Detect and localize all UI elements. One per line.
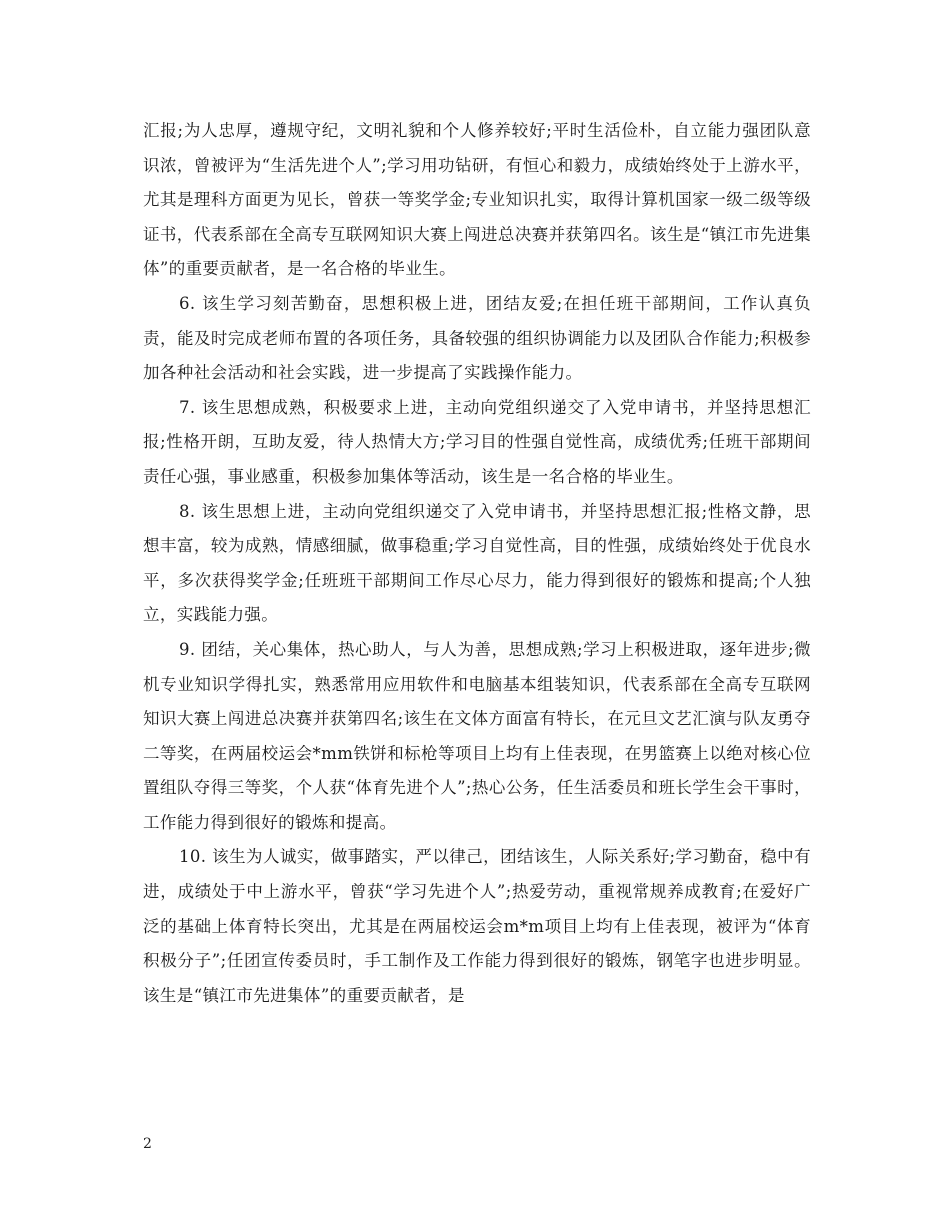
paragraph-item-7: 7. 该生思想成熟，积极要求上进，主动向党组织递交了入党申请书，并坚持思想汇报;性格开朗，互助友爱，待人热情大方;学习目的性强自觉性高，成绩优秀;任班干部期间责任心强，事业感重，积极参加集体等活动，该生是一名合格的毕业生。 xyxy=(143,397,811,486)
document-body xyxy=(143,114,811,1013)
paragraph-item-8: 8. 该生思想上进，主动向党组织递交了入党申请书，并坚持思想汇报;性格文静，思想丰富，较为成熟，情感细腻，做事稳重;学习自觉性高，目的性强，成绩始终处于优良水平，多次获得奖学金;任班班干部期间工作尽心尽力，能力得到很好的锻炼和提高;个人独立，实践能力强。 xyxy=(143,501,811,625)
paragraph-item-9: 9. 团结，关心集体，热心助人，与人为善，思想成熟;学习上积极进取，逐年进步;微机专业知识学得扎实，熟悉常用应用软件和电脑基本组装知识，代表系部在全高专互联网知识大赛上闯进总决赛并获第四名;该生在文体方面富有特长，在元旦文艺汇演与队友勇夺二等奖，在两届校运会*mm铁饼和标枪等项目上均有上佳表现，在男篮赛上以绝对核心位置组队夺得三等奖，个人获“体育先进个人”;热心公务，任生活委员和班长学生会干事时，工作能力得到很好的锻炼和提高。 xyxy=(143,639,811,832)
paragraph-item-6: 6. 该生学习刻苦勤奋，思想积极上进，团结友爱;在担任班干部期间，工作认真负责，能及时完成老师布置的各项任务，具备较强的组织协调能力以及团队合作能力;积极参加各种社会活动和社会实践，进一步提高了实践操作能力。 xyxy=(143,293,811,383)
paragraph-item-10: 10. 该生为人诚实，做事踏实，严以律己，团结该生，人际关系好;学习勤奋，稳中有进，成绩处于中上游水平，曾获“学习先进个人”;热爱劳动，重视常规养成教育;在爱好广泛的基础上体育特长突出，尤其是在两届校运会m*m项目上均有上佳表现，被评为“体育积极分子”;任团宣传委员时，手工制作及工作能力得到很好的锻炼，钢笔字也进步明显。该生是“镇江市先进集体”的重要贡献者，是 xyxy=(143,847,811,1005)
paragraph-continuation: 汇报;为人忠厚，遵规守纪，文明礼貌和个人修养较好;平时生活俭朴，自立能力强团队意识浓，曾被评为“生活先进个人”;学习用功钻研，有恒心和毅力，成绩始终处于上游水平，尤其是理科方面更为见长，曾获一等奖学金;专业知识扎实，取得计算机国家一级二级等级证书，代表系部在全高专互联网知识大赛上闯进总决赛并获第四名。该生是“镇江市先进集体”的重要贡献者，是一名合格的毕业生。 xyxy=(143,121,811,279)
page-number: 2 xyxy=(143,1136,152,1152)
